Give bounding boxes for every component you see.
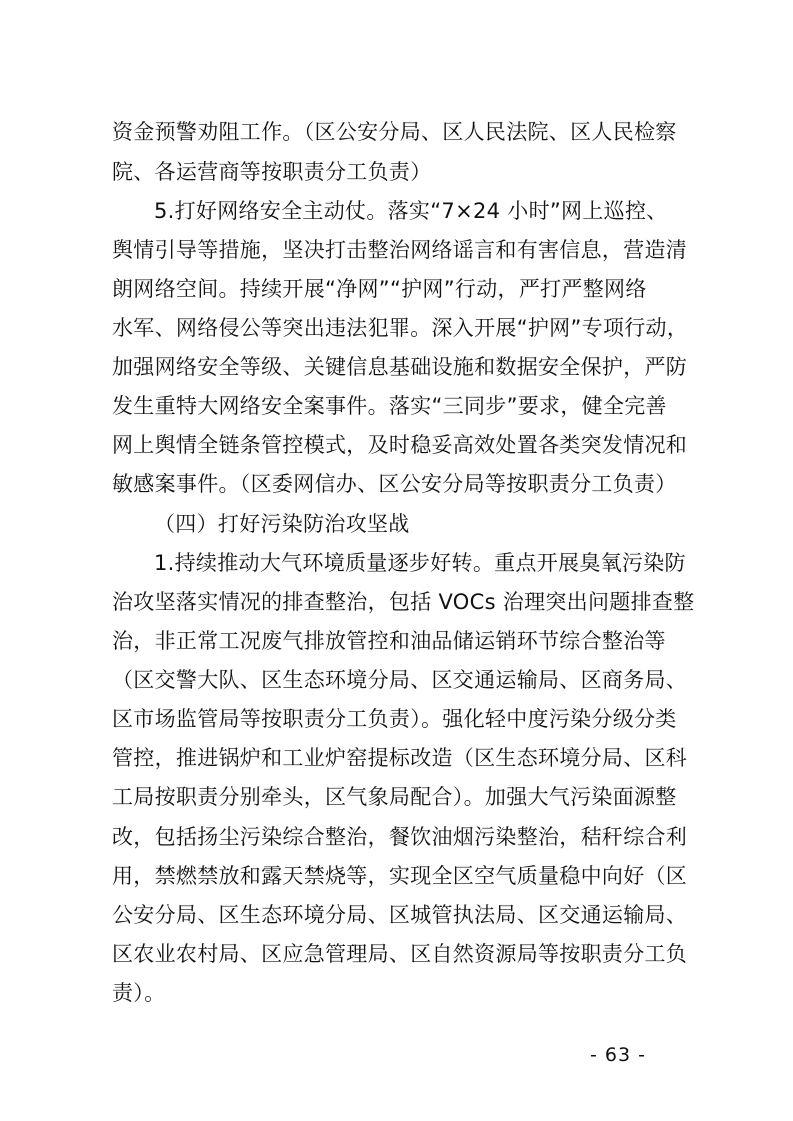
- section-heading: （四）打好污染防治攻坚战: [154, 512, 410, 536]
- page-number: - 63 -: [590, 1044, 646, 1066]
- text-line: 院、各运营商等按职责分工负责）: [112, 160, 432, 184]
- text-line: 敏感案事件。（区委网信办、区公安分局等按职责分工负责）: [112, 472, 677, 496]
- text-line: （区交警大队、区生态环境分局、区交通运输局、区商务局、: [112, 668, 688, 692]
- text-line: 区农业农村局、区应急管理局、区自然资源局等按职责分工负: [112, 942, 688, 966]
- text-line: 工局按职责分别牵头，区气象局配合）。加强大气污染面源整: [112, 785, 677, 809]
- text-line: 资金预警劝阻工作。（区公安分局、区人民法院、区人民检察: [112, 120, 677, 144]
- text-line: 治，非正常工况废气排放管控和油品储运销环节综合整治等: [112, 629, 666, 653]
- text-line: 朗网络空间。持续开展“净网”“护网”行动，严打严整网络: [112, 277, 647, 301]
- text-line: 公安分局、区生态环境分局、区城管执法局、区交通运输局、: [112, 903, 688, 927]
- text-line: 改，包括扬尘污染综合整治，餐饮油烟污染整治，秸秆综合利: [112, 825, 688, 849]
- text-line: 区市场监管局等按职责分工负责）。强化轻中度污染分级分类: [112, 707, 677, 731]
- text-line: 治攻坚落实情况的排查整治，包括 VOCs 治理突出问题排查整: [112, 590, 695, 614]
- text-line: 用，禁燃禁放和露天禁烧等，实现全区空气质量稳中向好（区: [112, 864, 688, 888]
- text-line: 水军、网络侵公等突出违法犯罪。深入开展“护网”专项行动，: [112, 316, 689, 340]
- text-line: 网上舆情全链条管控模式，及时稳妥高效处置各类突发情况和: [112, 433, 688, 457]
- paragraph-start-line: 5.打好网络安全主动仗。落实“7×24 小时”网上巡控、: [154, 199, 668, 223]
- text-line: 管控，推进锅炉和工业炉窑提标改造（区生态环境分局、区科: [112, 746, 688, 770]
- text-line: 责）。: [112, 981, 166, 1005]
- text-line: 舆情引导等措施，坚决打击整治网络谣言和有害信息，营造清: [112, 238, 688, 262]
- text-line: 发生重特大网络安全案事件。落实“三同步”要求，健全完善: [112, 394, 667, 418]
- paragraph-start-line: 1.持续推动大气环境质量逐步好转。重点开展臭氧污染防: [154, 551, 686, 575]
- text-line: 加强网络安全等级、关键信息基础设施和数据安全保护，严防: [112, 355, 688, 379]
